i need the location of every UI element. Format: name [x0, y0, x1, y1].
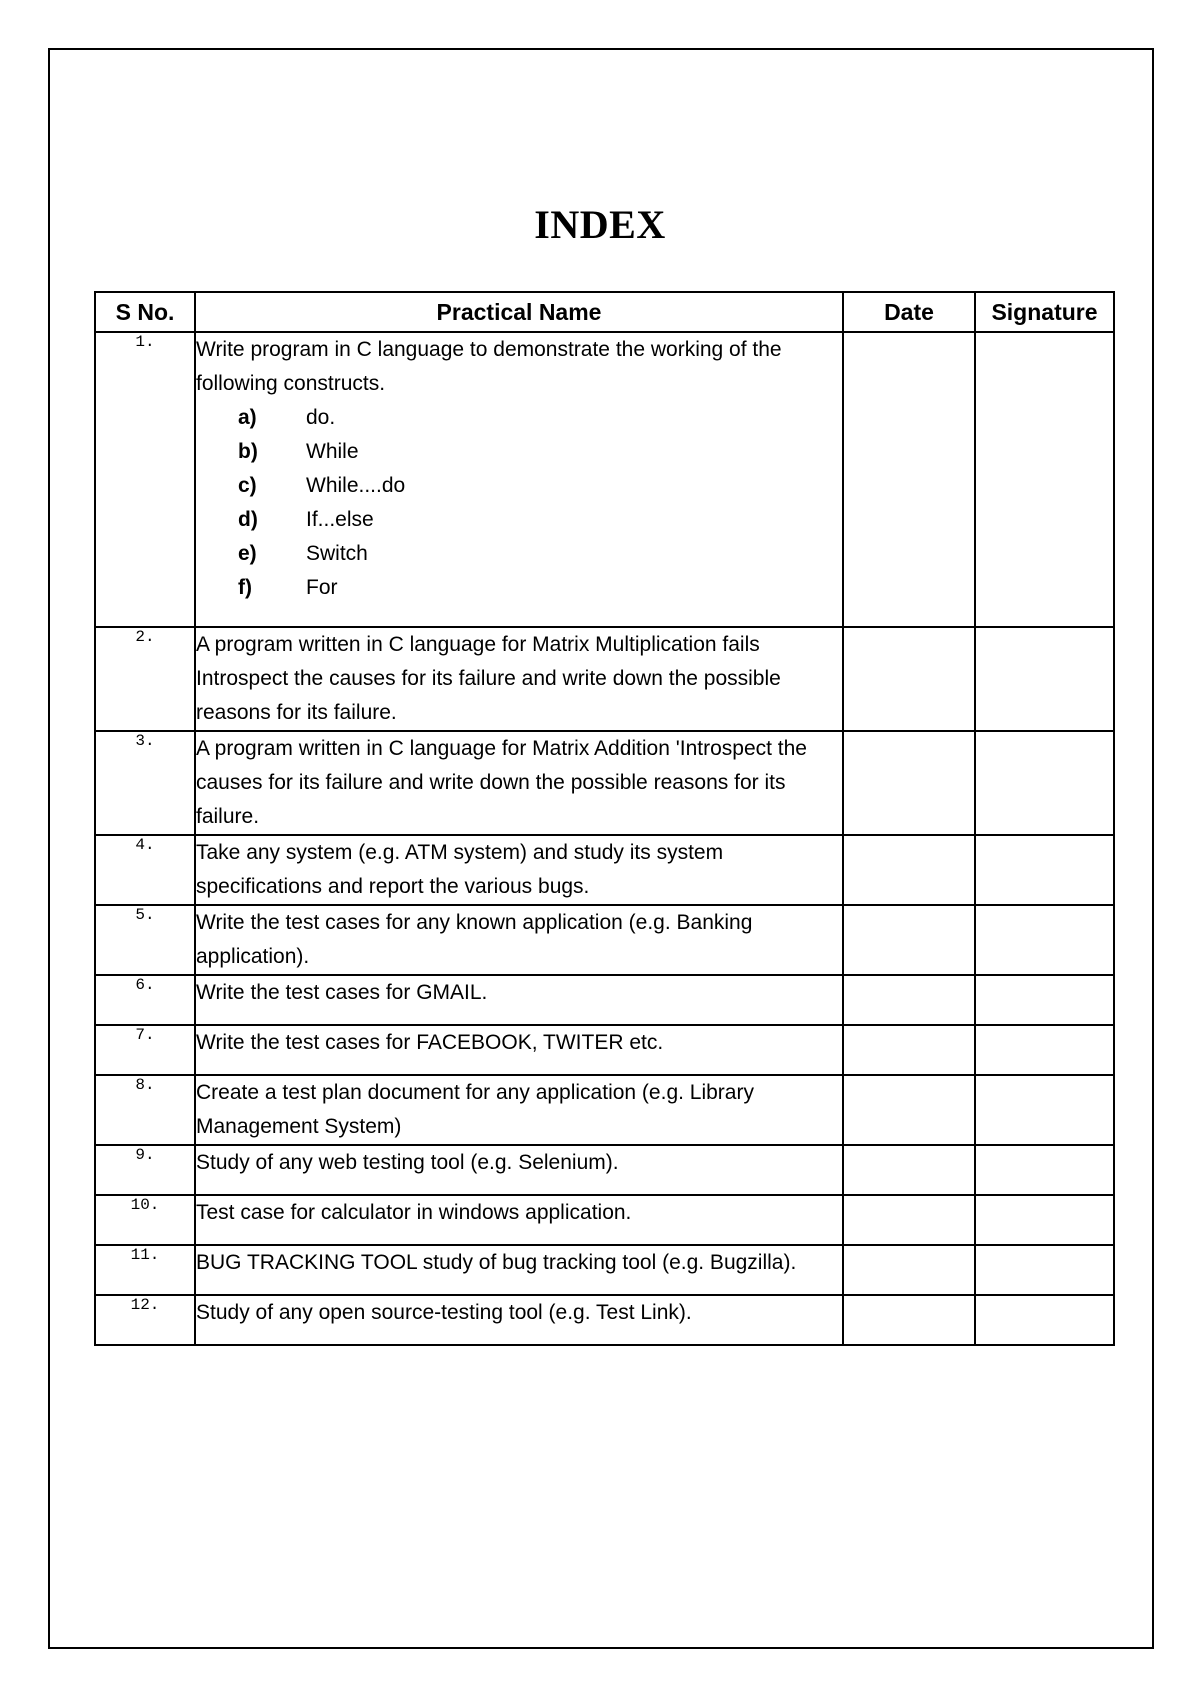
row-signature-cell — [975, 835, 1114, 905]
table-row — [95, 905, 1114, 975]
row-date-cell — [843, 731, 975, 835]
row-practical-name: Write the test cases for FACEBOOK, TWITER etc. — [195, 1025, 843, 1075]
row-practical-text: Write program in C language to demonstrate the working of the following constructs. — [196, 338, 782, 395]
table-row — [95, 1025, 1114, 1075]
table-row — [95, 975, 1114, 1025]
list-item — [196, 469, 842, 503]
row-sno: 12. — [95, 1295, 195, 1345]
index-table — [94, 291, 1115, 1346]
list-item-label: a) — [238, 406, 257, 429]
row-practical-name: Study of any open source-testing tool (e.g. Test Link). — [195, 1295, 843, 1345]
table-row — [95, 1295, 1114, 1345]
row-practical-name: Create a test plan document for any application (e.g. Library Management System) — [195, 1075, 843, 1145]
row-sno: 6. — [95, 975, 195, 1025]
list-item-label: c) — [238, 474, 257, 497]
table-row — [95, 835, 1114, 905]
row-practical-name: Write the test cases for GMAIL. — [195, 975, 843, 1025]
construct-list — [196, 401, 842, 605]
table-row — [95, 1075, 1114, 1145]
row-date-cell — [843, 332, 975, 627]
list-item-label: e) — [238, 542, 257, 565]
table-row — [95, 1195, 1114, 1245]
row-signature-cell — [975, 1145, 1114, 1195]
row-sno: 11. — [95, 1245, 195, 1295]
row-date-cell — [843, 975, 975, 1025]
row-signature-cell — [975, 1195, 1114, 1245]
row-sno: 5. — [95, 905, 195, 975]
list-item-label: b) — [238, 440, 258, 463]
row-date-cell — [843, 1145, 975, 1195]
table-row — [95, 1245, 1114, 1295]
row-signature-cell — [975, 1245, 1114, 1295]
list-item-text: While — [306, 440, 359, 463]
list-item-text: do. — [306, 406, 336, 429]
row-practical-name: Write the test cases for any known application (e.g. Banking application). — [195, 905, 843, 975]
table-row — [95, 1145, 1114, 1195]
table-header-row — [95, 292, 1114, 332]
row-sno: 7. — [95, 1025, 195, 1075]
list-item — [196, 435, 842, 469]
row-sno: 2. — [95, 627, 195, 731]
header-date: Date — [843, 292, 975, 332]
row-date-cell — [843, 1245, 975, 1295]
table-row — [95, 332, 1114, 627]
row-signature-cell — [975, 731, 1114, 835]
list-item — [196, 401, 842, 435]
header-practical-name: Practical Name — [195, 292, 843, 332]
row-signature-cell — [975, 975, 1114, 1025]
list-item-label: d) — [238, 508, 258, 531]
row-sno: 10. — [95, 1195, 195, 1245]
row-practical-name — [195, 332, 843, 627]
list-item — [196, 503, 842, 537]
row-signature-cell — [975, 1295, 1114, 1345]
row-signature-cell — [975, 627, 1114, 731]
table-row — [95, 627, 1114, 731]
row-date-cell — [843, 627, 975, 731]
list-item — [196, 537, 842, 571]
table-row — [95, 731, 1114, 835]
row-date-cell — [843, 835, 975, 905]
row-signature-cell — [975, 905, 1114, 975]
row-practical-name: Take any system (e.g. ATM system) and study its system specifications and report the various bugs. — [195, 835, 843, 905]
row-sno: 4. — [95, 835, 195, 905]
list-item-label: f) — [238, 576, 252, 599]
list-item-text: For — [306, 576, 338, 599]
row-sno: 8. — [95, 1075, 195, 1145]
row-date-cell — [843, 1295, 975, 1345]
row-practical-name: A program written in C language for Matrix Multiplication fails Introspect the causes for its failure and write down the possible reasons for its failure. — [195, 627, 843, 731]
header-sno: S No. — [95, 292, 195, 332]
row-practical-name: BUG TRACKING TOOL study of bug tracking tool (e.g. Bugzilla). — [195, 1245, 843, 1295]
row-practical-name: A program written in C language for Matrix Addition 'Introspect the causes for its failure and write down the possible reasons for its failure. — [195, 731, 843, 835]
list-item-text: Switch — [306, 542, 368, 565]
list-item-text: While....do — [306, 474, 406, 497]
row-date-cell — [843, 905, 975, 975]
row-date-cell — [843, 1075, 975, 1145]
page-title: INDEX — [534, 202, 666, 247]
header-signature: Signature — [975, 292, 1114, 332]
list-item-text: If...else — [306, 508, 374, 531]
row-signature-cell — [975, 332, 1114, 627]
list-item — [196, 571, 842, 605]
row-date-cell — [843, 1025, 975, 1075]
row-practical-name: Study of any web testing tool (e.g. Selenium). — [195, 1145, 843, 1195]
row-sno: 1. — [95, 332, 195, 627]
row-date-cell — [843, 1195, 975, 1245]
row-sno: 9. — [95, 1145, 195, 1195]
row-sno: 3. — [95, 731, 195, 835]
row-signature-cell — [975, 1075, 1114, 1145]
row-practical-name: Test case for calculator in windows application. — [195, 1195, 843, 1245]
row-signature-cell — [975, 1025, 1114, 1075]
